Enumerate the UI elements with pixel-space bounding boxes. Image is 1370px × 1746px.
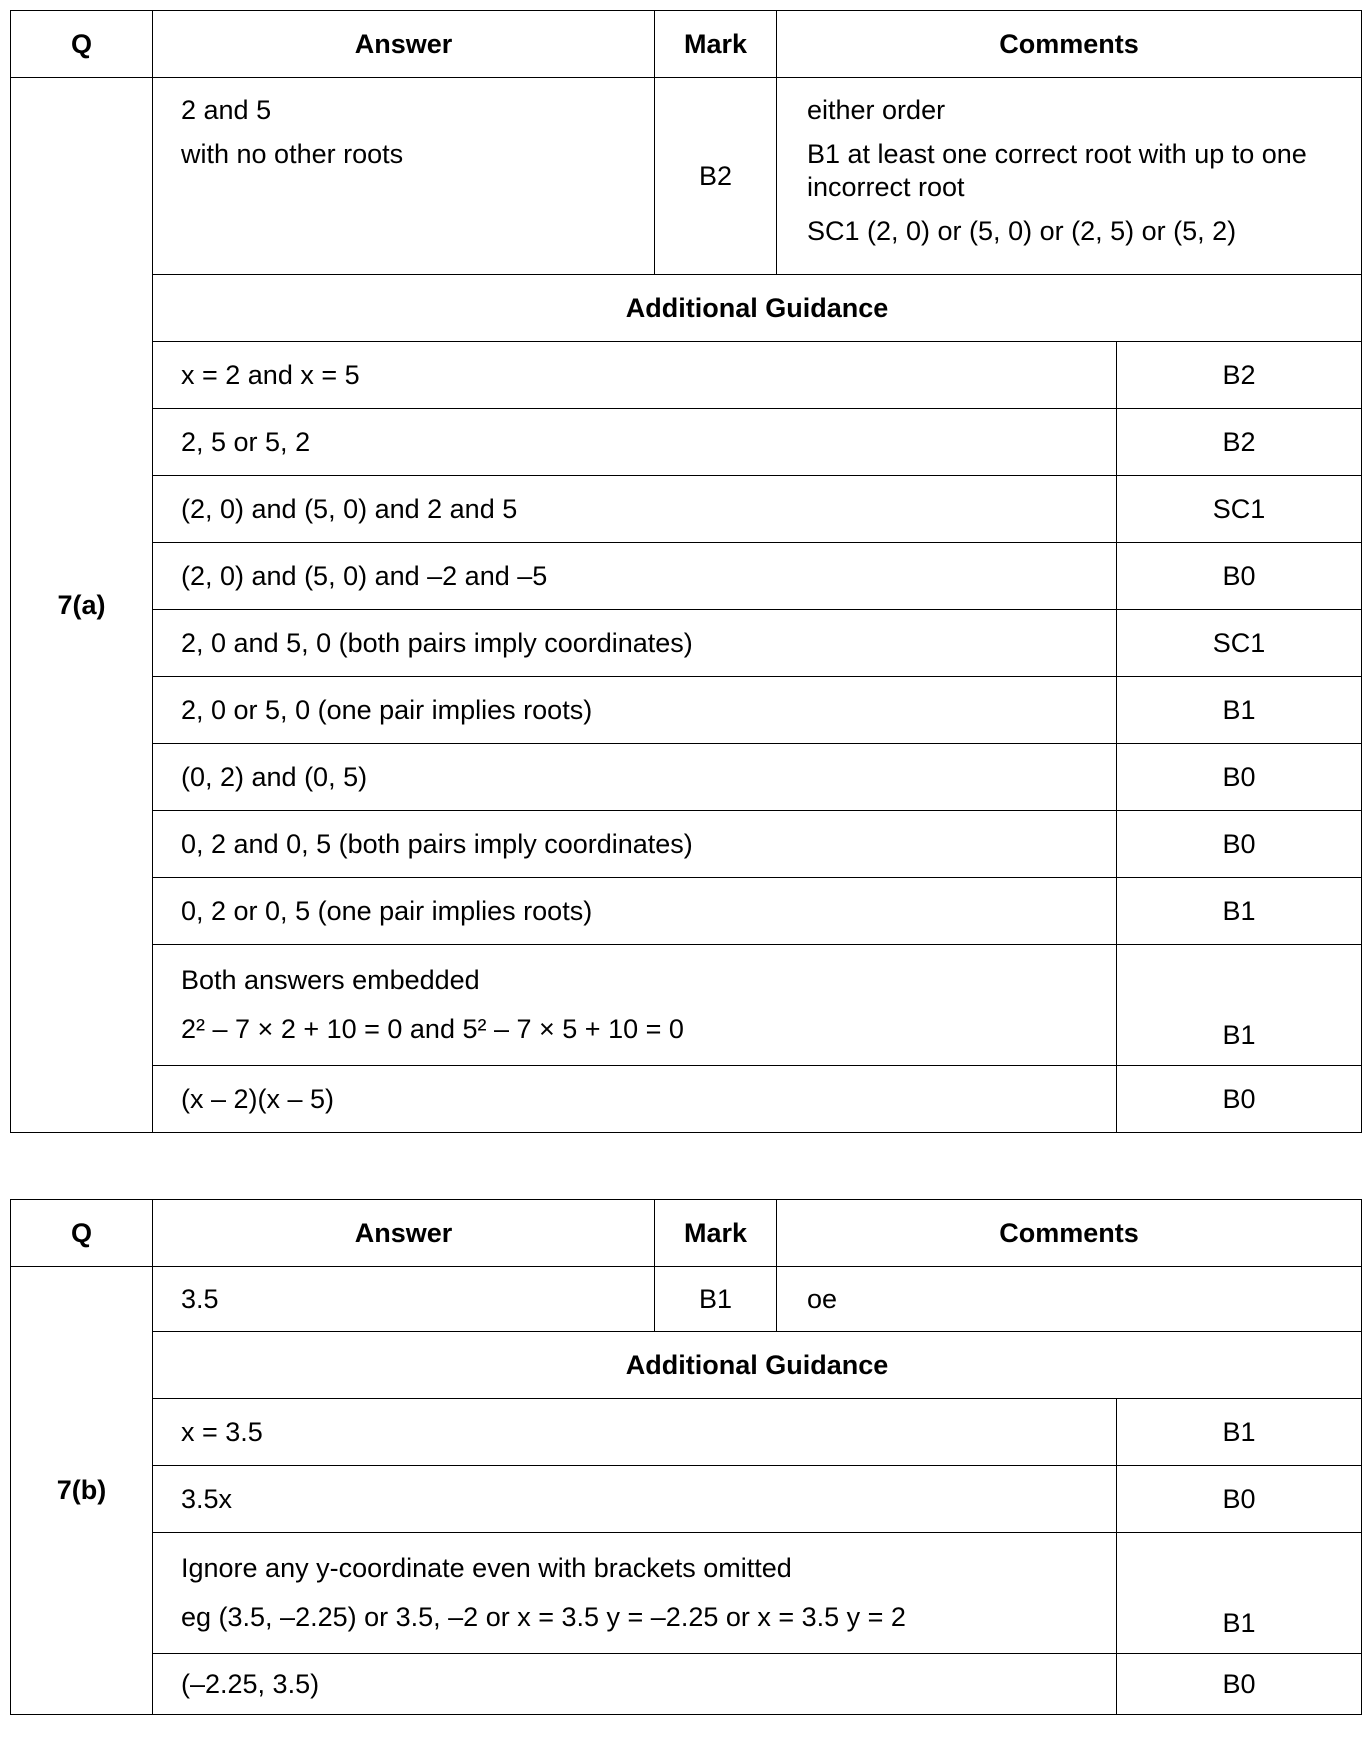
question-number: 7(a) xyxy=(11,78,153,1133)
guidance-row xyxy=(11,409,1362,476)
guidance-mark: B1 xyxy=(1117,677,1362,744)
guidance-text: (0, 2) and (0, 5) xyxy=(153,744,1117,811)
guidance-line: eg (3.5, –2.25) or 3.5, –2 or x = 3.5 y = –2.25 or x = 3.5 y = 2 xyxy=(181,1602,906,1632)
guidance-row xyxy=(11,342,1362,409)
guidance-row xyxy=(11,1066,1362,1133)
guidance-row xyxy=(11,543,1362,610)
guidance-row xyxy=(11,1533,1362,1654)
guidance-row xyxy=(11,1466,1362,1533)
guidance-row xyxy=(11,1654,1362,1715)
header-row xyxy=(11,1200,1362,1267)
answer-row xyxy=(11,78,1362,275)
guidance-mark: B0 xyxy=(1117,1654,1362,1715)
guidance-text: 2, 0 and 5, 0 (both pairs imply coordinates) xyxy=(153,610,1117,677)
guidance-text: 2, 0 or 5, 0 (one pair implies roots) xyxy=(153,677,1117,744)
guidance-mark: B1 xyxy=(1117,1399,1362,1466)
guidance-header-row xyxy=(11,275,1362,342)
guidance-mark: B2 xyxy=(1117,409,1362,476)
answer-cell xyxy=(153,78,655,275)
comment-line: B1 at least one correct root with up to one incorrect root xyxy=(807,139,1307,202)
guidance-row xyxy=(11,945,1362,1066)
guidance-row xyxy=(11,610,1362,677)
guidance-text: x = 2 and x = 5 xyxy=(153,342,1117,409)
comments-cell: oe xyxy=(777,1267,1362,1332)
guidance-text-embedded xyxy=(153,945,1117,1066)
guidance-line: Both answers embedded xyxy=(181,965,480,995)
mark-scheme-table-7b xyxy=(10,1199,1362,1715)
header-q: Q xyxy=(11,1200,153,1267)
guidance-row xyxy=(11,677,1362,744)
guidance-mark: B2 xyxy=(1117,342,1362,409)
guidance-mark: B1 xyxy=(1117,878,1362,945)
guidance-text: (2, 0) and (5, 0) and 2 and 5 xyxy=(153,476,1117,543)
header-comments: Comments xyxy=(777,11,1362,78)
answer-cell: 3.5 xyxy=(153,1267,655,1332)
guidance-mark: B1 xyxy=(1117,945,1362,1066)
mark-cell: B1 xyxy=(655,1267,777,1332)
guidance-row xyxy=(11,811,1362,878)
answer-row xyxy=(11,1267,1362,1332)
guidance-mark: SC1 xyxy=(1117,476,1362,543)
guidance-mark: B1 xyxy=(1117,1533,1362,1654)
comment-line: either order xyxy=(807,95,946,125)
guidance-row xyxy=(11,744,1362,811)
guidance-text: 0, 2 and 0, 5 (both pairs imply coordinates) xyxy=(153,811,1117,878)
guidance-mark: B0 xyxy=(1117,744,1362,811)
guidance-mark: B0 xyxy=(1117,1466,1362,1533)
header-answer: Answer xyxy=(153,1200,655,1267)
guidance-text: (2, 0) and (5, 0) and –2 and –5 xyxy=(153,543,1117,610)
guidance-header-row xyxy=(11,1332,1362,1399)
guidance-text-ignore xyxy=(153,1533,1117,1654)
header-answer: Answer xyxy=(153,11,655,78)
header-mark: Mark xyxy=(655,1200,777,1267)
guidance-text: 0, 2 or 0, 5 (one pair implies roots) xyxy=(153,878,1117,945)
guidance-line: Ignore any y-coordinate even with brackets omitted xyxy=(181,1553,792,1583)
header-row xyxy=(11,11,1362,78)
guidance-row xyxy=(11,476,1362,543)
guidance-title: Additional Guidance xyxy=(153,275,1362,342)
guidance-text: 2, 5 or 5, 2 xyxy=(153,409,1117,476)
guidance-mark: B0 xyxy=(1117,1066,1362,1133)
mark-scheme-table-7a xyxy=(10,10,1362,1133)
guidance-text: (–2.25, 3.5) xyxy=(153,1654,1117,1715)
guidance-row xyxy=(11,1399,1362,1466)
guidance-mark: SC1 xyxy=(1117,610,1362,677)
guidance-text: (x – 2)(x – 5) xyxy=(153,1066,1117,1133)
guidance-title: Additional Guidance xyxy=(153,1332,1362,1399)
header-q: Q xyxy=(11,11,153,78)
mark-cell: B2 xyxy=(655,78,777,275)
comments-cell xyxy=(777,78,1362,275)
guidance-text: 3.5x xyxy=(153,1466,1117,1533)
header-comments: Comments xyxy=(777,1200,1362,1267)
guidance-line: 2² – 7 × 2 + 10 = 0 and 5² – 7 × 5 + 10 = 0 xyxy=(181,1014,684,1044)
answer-line: with no other roots xyxy=(181,139,404,169)
question-number: 7(b) xyxy=(11,1267,153,1715)
answer-line: 2 and 5 xyxy=(181,95,272,125)
guidance-text: x = 3.5 xyxy=(153,1399,1117,1466)
mark-scheme-page xyxy=(10,10,1361,1715)
guidance-row xyxy=(11,878,1362,945)
guidance-mark: B0 xyxy=(1117,543,1362,610)
header-mark: Mark xyxy=(655,11,777,78)
comment-line: SC1 (2, 0) or (5, 0) or (2, 5) or (5, 2) xyxy=(807,216,1237,246)
guidance-mark: B0 xyxy=(1117,811,1362,878)
